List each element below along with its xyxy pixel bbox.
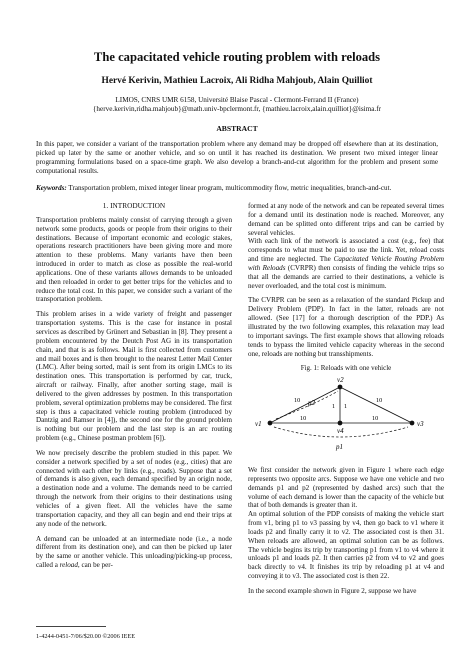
keywords-label: Keywords: — [36, 184, 67, 192]
demand-label-p2: p2 — [308, 399, 315, 408]
email-line: {herve.kerivin,ridha.mahjoub}@math.univ-bpclermont.fr, {mathieu.lacroix,alain.quilliot}@isima.fr — [92, 105, 382, 114]
edge-label: 1 — [332, 403, 336, 411]
paragraph-text: With each link of the network is associated a cost (e.g., fee) that corresponds to what must be paid to use the link. Yet, reload costs and time are neglected. The — [248, 237, 444, 264]
edge-label: 10 — [376, 397, 383, 405]
footer-rule — [36, 626, 106, 627]
abstract-text: In this paper, we consider a variant of the transportation problem where any demand may be dropped off elsewhere than at its destination, picked up later by the same or another vehicle, and so on until it has reached its destination. We present two mixed integer linear programming formulations based on a space-time graph. We also develop a branch-and-cut algorithm for the problem and present some computational results. — [36, 140, 438, 175]
paragraph: Transportation problems mainly consist of carrying through a given network some products, goods or people from their origins to their destinations. Because of important economic and ecologic stakes, operations research practitioners have been giving more and more attention to these problems. Many variants have then been introduced in order to match as close as possible the real-world applications. One of these variants allows demands to be unloaded and then reloaded in order to get better trips for the vehicles and to reduce the total cost. In this paper, we consider such a variant of the transportation problem. — [36, 215, 232, 304]
affiliation — [0, 96, 474, 115]
node-v3 — [410, 421, 415, 426]
figure-1 — [248, 375, 444, 462]
keywords — [36, 184, 438, 193]
paragraph: This problem arises in a wide variety of freight and passenger transportation systems. This is the case for instance in postal services as described by Grünert and Sebastian in [8]. They present a problem encountered by the Deutch Post AG in its transportation chain, and that is as follows. Mail is first collected from customers and mail boxes and is then brought to the nearest Letter Mail Center (LMC). After being sorted, mail is sent from its origin LMCs to its destination ones. This transportation is performed by car, truck, aircraft or railway. Finally, after another sorting stage, mail is delivered to the given addresses by postmen. In this transportation problem, several optimization problems may be considered. The first step is thus a capacitated vehicle routing problem (introduced by Dantzig and Ramser in [4]), the second one for the ground problem is nothing but our problem and the last step is an arc routing problem (e.g., Chinese postman problem [6]). — [36, 310, 232, 443]
demand-label-p1: p1 — [336, 443, 343, 452]
paragraph-text: (CVRPR) then consists of finding the vehicle trips so that all the demands are carried to their destinations, a vehicle is never overloaded, and the total cost is minimum. — [248, 263, 444, 290]
keywords-text: Transportation problem, mixed integer linear program, multicommodity flow, metric inequalities, branch-and-cut. — [68, 184, 392, 192]
paragraph — [248, 237, 444, 290]
node-v4 — [338, 421, 343, 426]
paragraph: An optimal solution of the PDP consists of making the vehicle start from v1, bring p1 to v3 passing by v4, then go back to v1 where it loads p2 and finally carry it to v2. The associated cost is then 31. When reloads are allowed, an optimal solution can be as follows. The vehicle begins its trip by transporting p1 from v1 to v4 where it unloads p1 and loads p2. It then carries p2 from v4 to v2 and goes back directly to v4. It finishes its trip by reloading p1 at v4 and conveying it to v3. The associated cost is then 22. — [248, 510, 444, 581]
figure-caption: Fig. 1: Reloads with one vehicle — [300, 364, 392, 373]
node-label-v2: v2 — [337, 376, 344, 385]
abstract-heading: ABSTRACT — [216, 124, 258, 133]
node-v1 — [268, 421, 273, 426]
node-v2 — [338, 385, 343, 390]
paragraph-text: A demand can be unloaded at an intermediate node (i.e., a node different from its destination one), and can then be picked up later by the same or another vehicle. This unloading/picking-up process, called a — [36, 534, 232, 570]
paragraph: The CVRPR can be seen as a relaxation of the standard Pickup and Delivery Problem (PDP). In fact in the latter, reloads are not allowed. (See [17] for a thorough description of the PDP.) As illustrated by the two following examples, this relaxation may lead to important savings. The first example shows that allowing reloads tends to bypass the limited vehicle capacity whereas in the second one, reloads are nothing but transshipments. — [248, 296, 444, 358]
affiliation-line: LIMOS, CNRS UMR 6158, Université Blaise Pascal - Clermont-Ferrand II (France) — [115, 96, 359, 104]
right-column — [248, 202, 444, 602]
figure-1-graph — [248, 375, 444, 459]
emphasis-reload: reload — [59, 561, 78, 570]
edge-label: 1 — [344, 403, 348, 411]
copyright-footer: 1-4244-0451-7/06/$20.00 ©2006 IEEE — [36, 633, 136, 640]
paragraph: formed at any node of the network and can be repeated several times for a demand until its destination node is reached. Moreover, any demand can be splitted onto different trips and can be carried by several vehicles. — [248, 202, 444, 237]
paragraph: We first consider the network given in Figure 1 where each edge represents two opposite arcs. Suppose we have one vehicle and two demands p1 and p2 (represented by dashed arcs) such that the volume of each demand is lower than the capacity of the vehicle but that of both demands is greater than it. — [248, 466, 444, 510]
section-heading-introduction: 1. INTRODUCTION — [102, 201, 166, 210]
edge-label: 10 — [372, 415, 379, 423]
node-label-v1: v1 — [255, 420, 262, 429]
node-label-v3: v3 — [417, 420, 424, 429]
paragraph: In the second example shown in Figure 2, suppose we have — [248, 587, 417, 595]
edge-label: 10 — [300, 415, 307, 423]
paper-authors: Hervé Kerivin, Mathieu Lacroix, Ali Ridha Mahjoub, Alain Quilliot — [101, 76, 373, 86]
node-label-v4: v4 — [337, 427, 344, 436]
paragraph: We now precisely describe the problem studied in this paper. We consider a network specified by a set of nodes (e.g., cities) that are connected with each other by links (e.g., roads). Suppose that a set of demands is also given, each demand specified by an origin node, a destination node and a volume. The demands need to be carried through the network from their origins to their destinations using vehicles of a given fleet. All the vehicles have the same transportation capacity, and they all can begin and end their trips at any node of the network. — [36, 448, 232, 528]
left-column — [36, 202, 232, 576]
emphasis-cvrpr: Capacitated Vehicle Routing Problem with Reloads — [248, 255, 444, 272]
edge-label: 10 — [294, 397, 301, 405]
paragraph-text: , can be per- — [77, 561, 113, 570]
paper-title: The capacitated vehicle routing problem with reloads — [93, 50, 381, 64]
paragraph — [36, 535, 232, 570]
